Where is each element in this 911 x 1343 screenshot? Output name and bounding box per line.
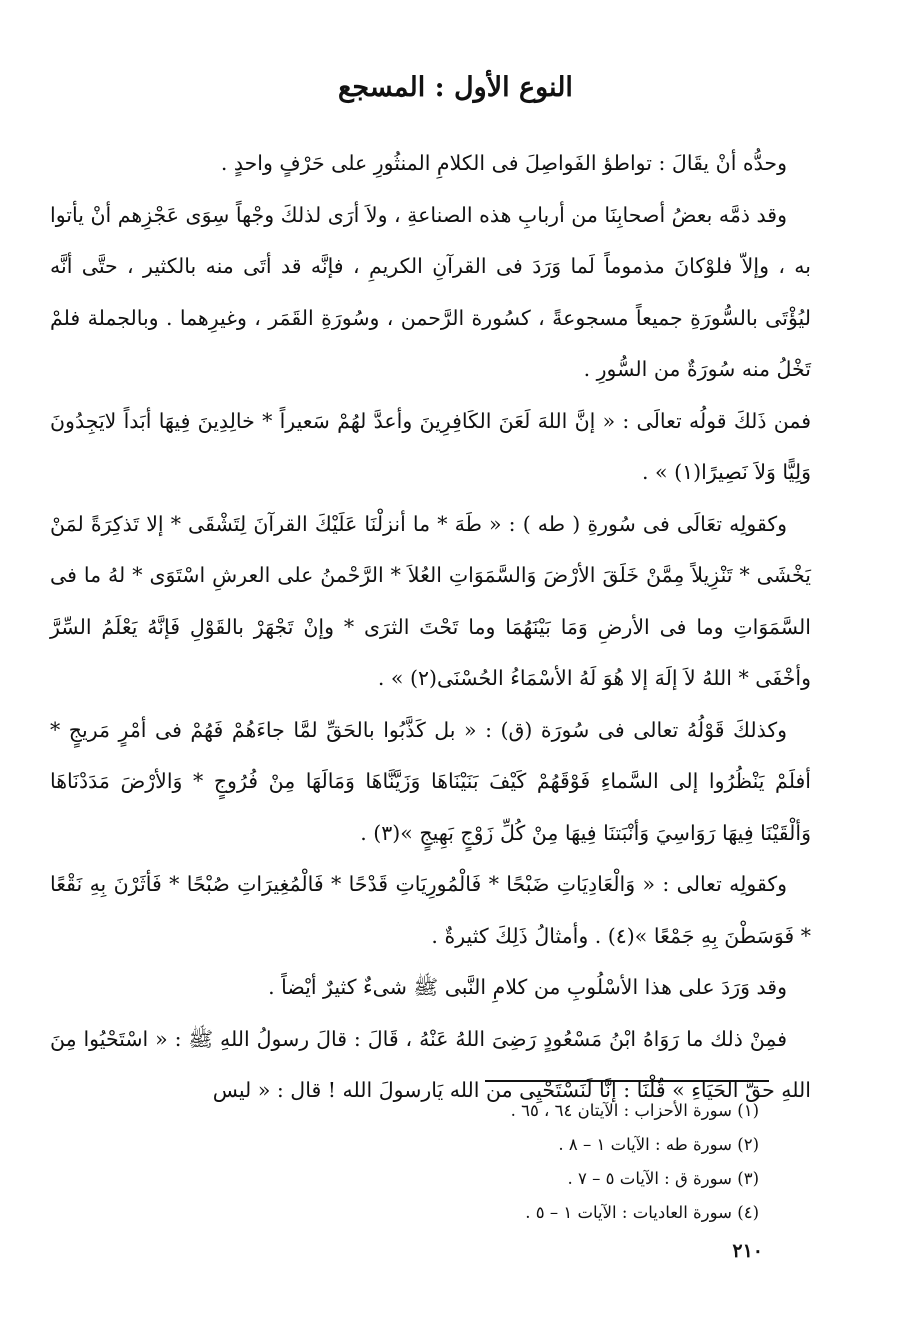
paragraph-example-qaf: وكذلكَ قَوْلُهُ تعالى فى سُورَة (ق) : « بل كَذَّبُوا بالحَقِّ لمَّا جاءَهُمْ فَهُمْ فى أمْرٍ مَريجٍ * أفلَمْ يَنْظُرُوا إلى السَّماءِ فَوْقَهُمْ كَيْفَ بَنَيْنَاهَا وَزَيَّنَّاهَا وَمَالَهَا مِنْ فُرُوجٍ * وَالأرْضَ مَدَدْنَاهَا وَألْقَيْنَا فِيهَا رَوَاسِيَ وَأنْبَتنَا فِيهَا مِنْ كُلِّ زَوْجٍ بَهِيجٍ »(٣) . — [50, 717, 811, 845]
footnote-4: (٤) سورة العاديات : الآيات ١ – ٥ . — [525, 1203, 759, 1222]
footnote-divider — [485, 1080, 769, 1082]
footnote-1: (١) سورة الأحزاب : الآيتان ٦٤ ، ٦٥ . — [510, 1101, 759, 1120]
page-number: ٢١٠ — [732, 1240, 763, 1262]
footnotes — [380, 1094, 759, 1230]
paragraph-example-taha: وكقولِه تعَالَى فى سُورةِ ( طه ) : « طَهَ * ما أنزلْنَا عَلَيْكَ القرآنَ لِتَشْقَى * إلا تَذكِرَةً لمَنْ يَخْشَى * تَنْزِيلاً مِمَّنْ خَلَقَ الأرْضَ وَالسَّمَوَاتِ العُلاَ * الرَّحْمنُ على العرشِ اسْتَوَى * لهُ ما فى السَّمَوَاتِ وما فى الأرضِ وَمَا بَيْنَهُمَا وما تَحْتَ الثرَى * وإنْ تَجْهَرْ بالقَوْلِ فَإنَّهُ يَعْلَمُ السِّرَّ وأخْفَى * اللهُ لاَ إلَهَ إلا هُوَ لَهُ الأسْمَاءُ الحُسْنَى(٢) » . — [50, 511, 811, 690]
body-text — [50, 138, 811, 1117]
paragraph-hadith: فمِنْ ذلك ما رَوَاهُ ابْنُ مَسْعُودٍ رَضِىَ اللهُ عَنْهُ ، قَالَ : قالَ رسولُ اللهِ ﷺ : « اسْتَحْيُوا مِنَ اللهِ حقَّ الحَيَاءِ » قُلْنَا : إنَّا لَنَسْتَحْيِى من الله يَارسولَ الله ! قال : « ليس — [50, 1026, 811, 1102]
chapter-title: النوع الأول : المسجع — [338, 72, 573, 103]
footnote-2: (٢) سورة طه : الآيات ١ – ٨ . — [558, 1135, 759, 1154]
paragraph-example-adiyat: وكقولِه تعالى : « وَالْعَادِيَاتِ ضَبْحًا * فَالْمُورِيَاتِ قَدْحًا * فَالْمُغِيرَاتِ صُبْحًا * فَأثَرْنَ بِهِ نَقْعًا * فَوَسَطْنَ بِهِ جَمْعًا »(٤) . وأمثالُ ذَلِكَ كثيرةٌ . — [50, 872, 811, 948]
paragraph-definition: وحدُّه أنْ يقَالَ : تواطؤ الفَواصِلَ فى الكلامِ المنثُورِ على حَرْفٍ واحدٍ . — [220, 151, 787, 175]
paragraph-hadith-intro: وقد وَرَدَ على هذا الأسْلُوبِ من كلامِ النَّبى ﷺ شىءٌ كثيرٌ أيْضاً . — [268, 975, 787, 999]
footnote-3: (٣) سورة ق : الآيات ٥ – ٧ . — [567, 1169, 759, 1188]
paragraph-example-ahzab: فمن ذَلكَ قولُه تعالَى : « إنَّ اللهَ لَعَنَ الكَافِرِينَ وأعدَّ لهُمْ سَعيراً * خالِدِينَ فِيهَا أبَداً لايَجِدُونَ وَلِيًّا وَلاَ نَصِيرًا(١) » . — [50, 408, 811, 484]
paragraph-criticism: وقد ذمَّه بعضُ أصحابِنَا من أربابِ هذه الصناعةِ ، ولاَ أرَى لذلكَ وجْهاً سِوَى عَجْزِهم أنْ يأتوا به ، وإلاّ فلوْكانَ مذموماً لَما وَرَدَ فى القرآنِ الكريمِ ، فإنَّه قد أتَى منه بالكثير ، حتَّى أنَّه ليُؤْتَى بالسُّورَةِ جميعاً مسجوعةً ، كسُورة الرَّحمن ، وسُورَةِ القَمَر ، وغيرِهما . وبالجملة فلمْ تَخْلُ منه سُورَةٌ من السُّورِ . — [50, 202, 811, 381]
